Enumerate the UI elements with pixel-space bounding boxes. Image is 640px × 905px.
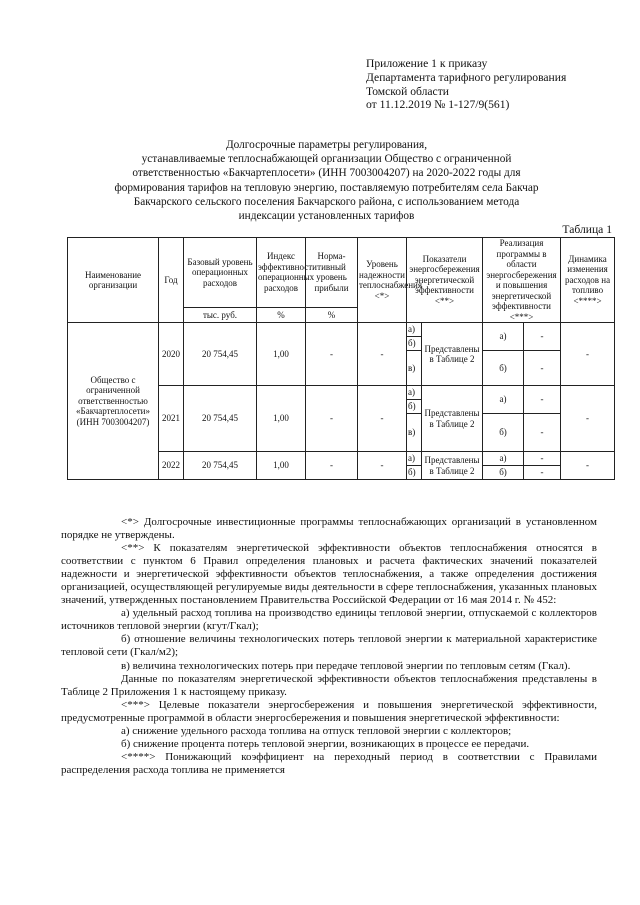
index-cell: 1,00 — [257, 323, 306, 386]
title-line: формирования тарифов на тепловую энергию, поставляемую потребителям села Бакчар — [114, 181, 539, 194]
unit-index: % — [257, 307, 306, 322]
energy-sub-v: в) — [407, 414, 422, 452]
footnote-2v: в) величина технологических потерь при передаче тепловой энергии по тепловым сетям (Гкал). — [121, 659, 571, 672]
footnote-3a: а) снижение удельного расхода топлива на отпуск тепловой энергии с коллекторов; — [121, 724, 512, 737]
footnote-2: <**> К показателям энергетической эффективности объектов теплоснабжения относятся в соответствии с пунктом 6 Правил определения плановых и расчета фактических значений показателей надежности и энергетической эффективности объектов теплоснабжения, а также определения достижения организацией, осуществляющей регулируемые виды деятельности в сфере теплоснабжения, указанных плановых значений, утвержденных постановлением Правительства Российской Федерации от 16 мая 2014 г. № 452: — [61, 542, 597, 607]
dynamic-cell: - — [561, 323, 615, 386]
title-line: Бакчарского сельского поселения Бакчарского района, с использованием метода — [133, 195, 520, 208]
program-value-b: - — [524, 414, 561, 452]
appendix-line: Приложение 1 к приказу — [366, 57, 488, 70]
energy-presented: Представлены в Таблице 2 — [422, 452, 483, 480]
footnote-2b: б) отношение величины технологических потерь тепловой энергии к материальной характеристике тепловой сети (Гкал/м2); — [61, 633, 597, 659]
unit-profit: % — [306, 307, 358, 322]
energy-sub-a: а) — [407, 452, 422, 466]
profit-cell: - — [306, 323, 358, 386]
energy-sub-a: а) — [407, 386, 422, 400]
program-sub-a: а) — [483, 452, 524, 466]
base-cell: 20 754,45 — [184, 323, 257, 386]
appendix-line: Департамента тарифного регулирования — [366, 70, 567, 84]
energy-sub-b: б) — [407, 466, 422, 480]
appendix-line: от 11.12.2019 № 1-127/9(561) — [366, 98, 510, 112]
title-line: ответственностью «Бакчартеплосети» (ИНН 7003004207) на 2020-2022 годы для — [132, 167, 521, 180]
header-program: Реализация программы в области энергосбережения и повышения энергетической эффективности <***> — [483, 238, 561, 323]
year-cell: 2021 — [159, 386, 184, 452]
energy-sub-b: б) — [407, 337, 422, 351]
profit-cell: - — [306, 386, 358, 452]
appendix-line: Томской области — [366, 84, 449, 98]
reliability-cell: - — [358, 452, 407, 480]
header-index: Индекс эффективности операционных расходов — [257, 238, 306, 308]
base-cell: 20 754,45 — [184, 452, 257, 480]
program-value-a: - — [524, 323, 561, 351]
energy-sub-a: а) — [407, 323, 422, 337]
header-profit: Норма-тивный уровень прибыли — [306, 238, 358, 308]
parameters-table — [67, 237, 615, 480]
base-cell: 20 754,45 — [184, 386, 257, 452]
header-energy: Показатели энергосбережения энергетической эффективности <**> — [407, 238, 483, 323]
footnote-1: <*> Долгосрочные инвестиционные программы теплоснабжающих организаций в установленном порядке не утверждены. — [61, 516, 597, 542]
header-dynamic: Динамика изменения расходов на топливо <****> — [561, 238, 615, 323]
year-cell: 2020 — [159, 323, 184, 386]
appendix-header — [366, 57, 566, 112]
program-value-b: - — [524, 351, 561, 386]
reliability-cell: - — [358, 323, 407, 386]
table-label: Таблица 1 — [562, 223, 612, 236]
header-org: Наименование организации — [68, 238, 159, 323]
energy-sub-v: в) — [407, 351, 422, 386]
program-value-b: - — [524, 466, 561, 480]
footnote-2-data: Данные по показателям энергетической эффективности объектов теплоснабжения представлены в Таблице 2 Приложения 1 к настоящему приказу. — [61, 672, 597, 698]
program-sub-b: б) — [483, 414, 524, 452]
document-title — [80, 138, 573, 223]
footnote-3b: б) снижение процента потерь тепловой энергии, возникающих в процессе ее передачи. — [121, 737, 530, 750]
org-name: Общество с ограниченной ответственностью «Бакчартеплосети» (ИНН 7003004207) — [68, 323, 159, 480]
index-cell: 1,00 — [257, 452, 306, 480]
footnote-2a: а) удельный расход топлива на производство единицы тепловой энергии, отпускаемой с коллекторов источников тепловой энергии (кгут/Гкал); — [61, 607, 597, 633]
program-sub-b: б) — [483, 466, 524, 480]
program-sub-a: а) — [483, 386, 524, 414]
program-value-a: - — [524, 452, 561, 466]
title-line: Долгосрочные параметры регулирования, — [225, 139, 428, 151]
program-value-a: - — [524, 386, 561, 414]
header-year: Год — [159, 238, 184, 323]
dynamic-cell: - — [561, 452, 615, 480]
footnote-4: <****> Понижающий коэффициент на переходный период в соответствии с Правилами распределения расхода топлива не применяется — [61, 750, 597, 776]
title-line: устанавливаемые теплоснабжающей организации Общество с ограниченной — [141, 153, 512, 166]
energy-presented: Представлены в Таблице 2 — [422, 323, 483, 386]
header-reliability: Уровень надежности теплоснабжения <*> — [358, 238, 407, 323]
title-line: индексации установленных тарифов — [238, 210, 415, 223]
program-sub-b: б) — [483, 351, 524, 386]
energy-sub-b: б) — [407, 400, 422, 414]
dynamic-cell: - — [561, 386, 615, 452]
reliability-cell: - — [358, 386, 407, 452]
program-sub-a: а) — [483, 323, 524, 351]
year-cell: 2022 — [159, 452, 184, 480]
footnote-3: <***> Целевые показатели энергосбережения и повышения энергетической эффективности, предусмотренные программой в области энергосбережения и повышения энергетической эффективности: — [61, 698, 597, 724]
footnotes — [61, 516, 597, 777]
profit-cell: - — [306, 452, 358, 480]
index-cell: 1,00 — [257, 386, 306, 452]
energy-presented: Представлены в Таблице 2 — [422, 386, 483, 452]
unit-base: тыс. руб. — [184, 307, 257, 322]
header-base: Базовый уровень операционных расходов — [184, 238, 257, 308]
